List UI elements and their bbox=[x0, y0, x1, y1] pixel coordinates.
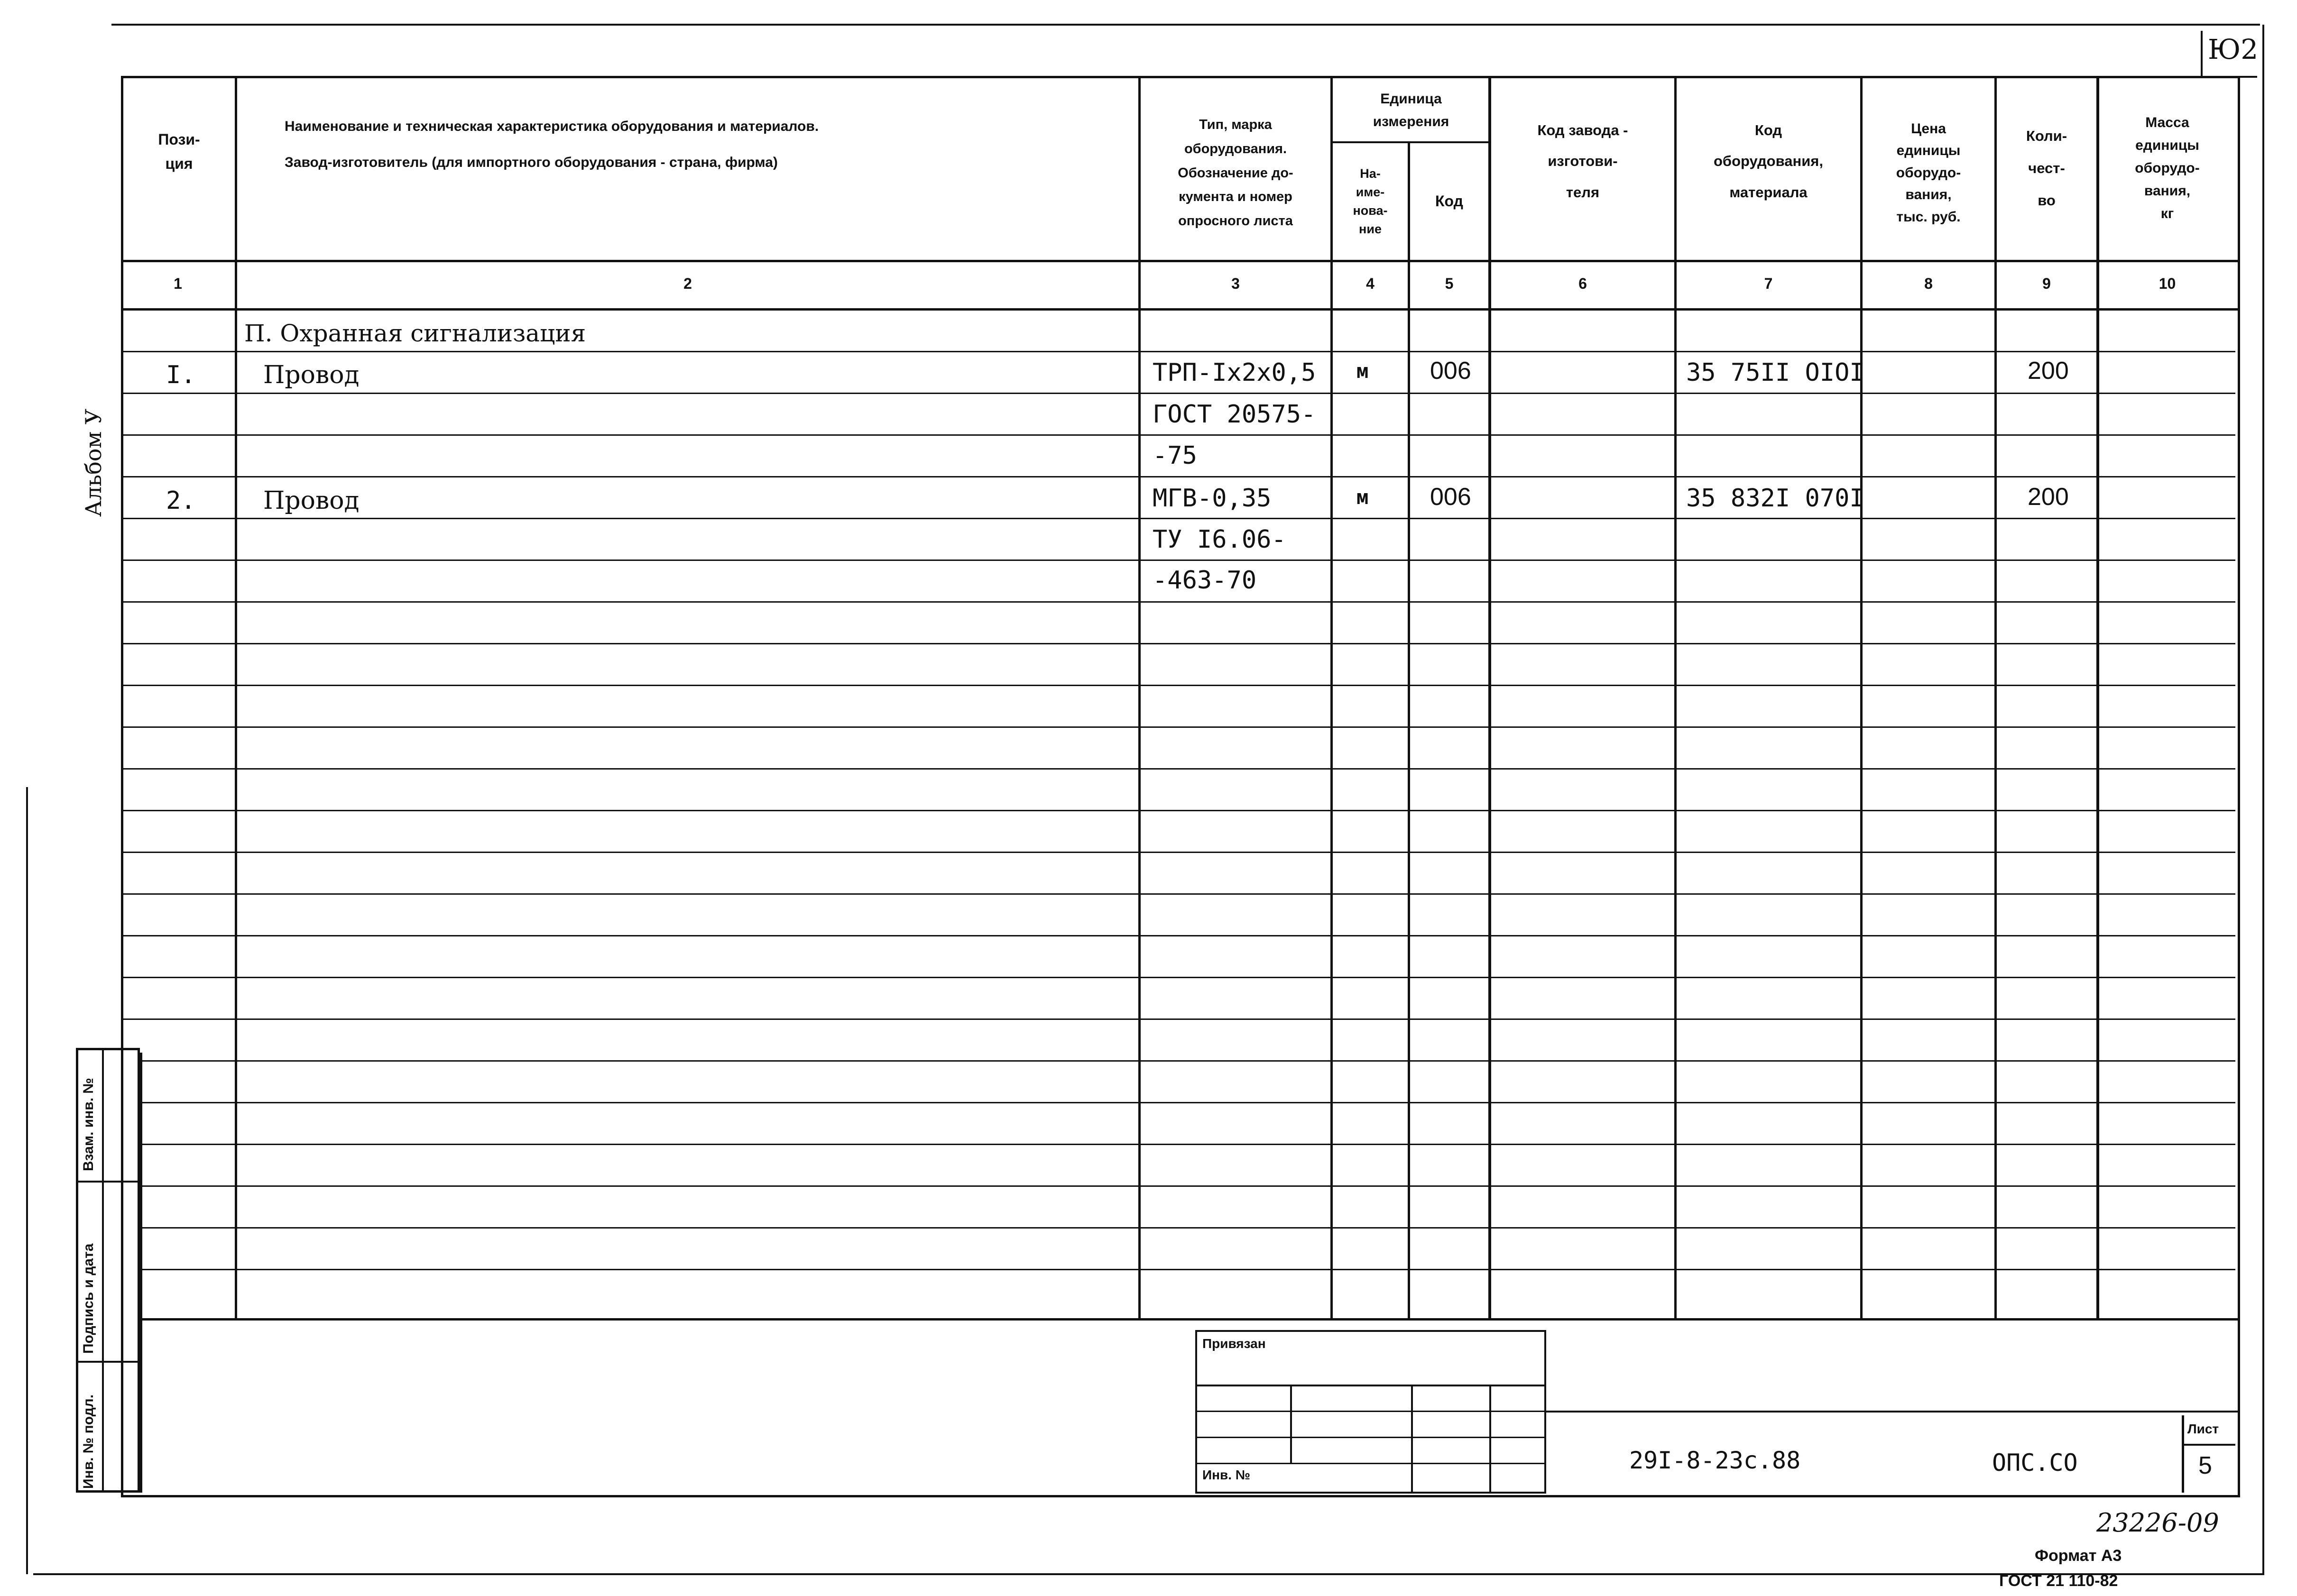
col-divider-1 bbox=[235, 76, 237, 1321]
table-row-line bbox=[123, 810, 2235, 811]
table-row-line bbox=[140, 1185, 2235, 1187]
header-name-line2: Завод-изготовитель (для импортного оборудования - страна, фирма) bbox=[285, 155, 778, 170]
colnum-1: 1 bbox=[174, 275, 182, 292]
header-bottom-line bbox=[121, 260, 2238, 262]
page-bottom-border bbox=[33, 1573, 2263, 1575]
row2-qty: 200 bbox=[2028, 483, 2069, 511]
table-row-line bbox=[123, 977, 2235, 978]
title-block-top bbox=[1546, 1411, 2238, 1413]
table-row-line bbox=[140, 1144, 2235, 1145]
header-equip-code: Код оборудования, материала bbox=[1713, 122, 1823, 201]
table-row-line bbox=[123, 726, 2235, 728]
section-title: П. Охранная сигнализация bbox=[244, 320, 586, 347]
header-type: Тип, марка оборудования. Обозначение до- кумента и номер опросного листа bbox=[1178, 117, 1293, 229]
sheet-label: Лист bbox=[2187, 1422, 2219, 1436]
page-right-border bbox=[2262, 25, 2264, 1575]
table-row-line bbox=[123, 560, 2235, 561]
table-row-line bbox=[123, 935, 2235, 936]
side-stamp-sep-2 bbox=[76, 1361, 140, 1363]
colnum-8: 8 bbox=[1924, 275, 1933, 292]
table-row-line bbox=[123, 434, 2235, 436]
header-unit-price: Цена единицы оборудо- вания, тыс. руб. bbox=[1896, 120, 1961, 225]
row1-equip-code: 35 75II OIOI bbox=[1686, 358, 1864, 387]
col-divider-7 bbox=[1860, 76, 1863, 1321]
sheet-id: Ю2 bbox=[2208, 33, 2259, 65]
left-margin-rule bbox=[26, 787, 28, 1574]
row2-type-3: -463-70 bbox=[1153, 566, 1257, 595]
table-row-line bbox=[123, 393, 2235, 394]
header-quantity: Коли- чест- во bbox=[2026, 127, 2067, 209]
header-mass: Масса единицы оборудо- вания, кг bbox=[2135, 115, 2200, 221]
sheet-box-split bbox=[2182, 1444, 2235, 1446]
table-row-line bbox=[123, 852, 2235, 853]
row2-pos: 2. bbox=[166, 486, 196, 515]
table-row-line bbox=[123, 476, 2235, 477]
format-label: Формат А3 bbox=[2035, 1547, 2122, 1565]
stamp-h3 bbox=[1195, 1437, 1546, 1438]
row2-name: Провод bbox=[263, 486, 360, 515]
unit-group-line bbox=[1330, 141, 1491, 143]
table-row-line bbox=[123, 893, 2235, 895]
col-divider-2 bbox=[1138, 76, 1141, 1321]
table-row-line bbox=[140, 1269, 2235, 1270]
col-divider-9 bbox=[2096, 76, 2099, 1321]
row1-name: Провод bbox=[263, 361, 360, 389]
header-name bbox=[285, 119, 1129, 171]
header-unit-group: Единица измерения bbox=[1373, 91, 1449, 129]
stamp-v3 bbox=[1489, 1385, 1491, 1493]
stamp-h1 bbox=[1195, 1385, 1546, 1386]
colnum-2: 2 bbox=[683, 275, 692, 292]
colnum-4: 4 bbox=[1366, 275, 1375, 292]
colnum-bottom-line bbox=[121, 308, 2238, 311]
colnum-5: 5 bbox=[1445, 275, 1454, 292]
doc-suffix: ОПС.СО bbox=[1992, 1449, 2078, 1477]
header-unit-name: На- име- нова- ние bbox=[1353, 166, 1388, 237]
table-row-line bbox=[123, 518, 2235, 519]
table-row-line bbox=[123, 685, 2235, 686]
header-name-line1: Наименование и техническая характеристика оборудования и материалов. bbox=[285, 119, 819, 134]
col-divider-8 bbox=[1994, 76, 1997, 1321]
table-row-line bbox=[140, 1060, 2235, 1062]
table-row-line bbox=[123, 351, 2235, 352]
colnum-7: 7 bbox=[1764, 275, 1773, 292]
colnum-10: 10 bbox=[2159, 275, 2176, 292]
stamp-v1 bbox=[1290, 1385, 1292, 1464]
side-stamp-inventory: Инв. № подл. bbox=[81, 1394, 96, 1489]
side-stamp-replacement: Взам. инв. № bbox=[81, 1078, 96, 1171]
row1-qty: 200 bbox=[2028, 357, 2069, 385]
table-row-line bbox=[140, 1227, 2235, 1229]
top-rule bbox=[111, 24, 2260, 26]
table-row-line bbox=[123, 601, 2235, 603]
header-unit-code: Код bbox=[1435, 193, 1463, 210]
table-row-line bbox=[140, 1102, 2235, 1103]
row1-type-1: ТРП-Iх2х0,5 bbox=[1153, 358, 1316, 387]
row1-type-3: -75 bbox=[1153, 441, 1197, 470]
privyazan-label: Привязан bbox=[1202, 1336, 1266, 1351]
colnum-3: 3 bbox=[1231, 275, 1240, 292]
table-row-line bbox=[123, 643, 2235, 644]
header-plant-code: Код завода - изготови- теля bbox=[1537, 122, 1628, 201]
stamp-v2 bbox=[1411, 1385, 1413, 1493]
sheet-number: 5 bbox=[2198, 1452, 2212, 1479]
inv-no-label: Инв. № bbox=[1202, 1468, 1251, 1482]
col-divider-3 bbox=[1330, 76, 1333, 1321]
stamp-h2 bbox=[1195, 1411, 1546, 1412]
row2-type-2: ТУ I6.06- bbox=[1153, 525, 1286, 554]
row1-unit-code: 006 bbox=[1430, 357, 1471, 385]
album-label: Альбом У bbox=[81, 408, 106, 517]
row2-equip-code: 35 832I 070I bbox=[1686, 484, 1864, 513]
stamp-inner-left bbox=[140, 1053, 142, 1493]
doc-code: 29I-8-23с.88 bbox=[1629, 1447, 1801, 1474]
colnum-6: 6 bbox=[1578, 275, 1587, 292]
row2-type-1: МГВ-0,35 bbox=[1153, 484, 1272, 513]
colnum-9: 9 bbox=[2042, 275, 2051, 292]
table-row-line bbox=[123, 1018, 2235, 1020]
row2-unit-code: 006 bbox=[1430, 483, 1471, 511]
handwritten-number: 23226-09 bbox=[2096, 1508, 2219, 1538]
row1-unit: м bbox=[1356, 359, 1369, 383]
table-body-bottom bbox=[140, 1318, 2238, 1321]
row1-pos: I. bbox=[166, 361, 196, 389]
header-position: Пози- ция bbox=[158, 130, 200, 172]
side-stamp-divider bbox=[102, 1048, 104, 1493]
col-divider-5 bbox=[1488, 76, 1491, 1321]
table-row-line bbox=[123, 768, 2235, 770]
row1-type-2: ГОСТ 20575- bbox=[1153, 400, 1316, 429]
stamp-h4 bbox=[1195, 1463, 1546, 1464]
side-stamp-sep-1 bbox=[76, 1181, 140, 1183]
row2-unit: м bbox=[1356, 486, 1369, 509]
col-divider-6 bbox=[1674, 76, 1677, 1321]
side-stamp-signature: Подпись и дата bbox=[81, 1243, 96, 1354]
gost-label: ГОСТ 21 110-82 bbox=[1999, 1572, 2118, 1590]
